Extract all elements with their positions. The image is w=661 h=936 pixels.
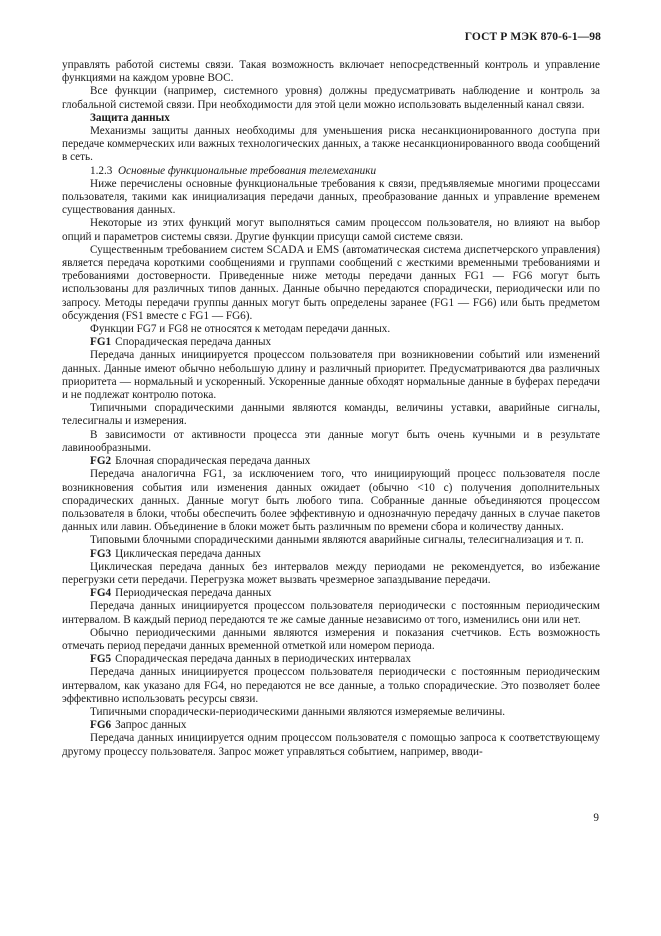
fg-code: FG2 xyxy=(90,455,112,468)
section-heading xyxy=(62,165,600,178)
paragraph: Механизмы защиты данных необходимы для уменьшения риска несанкционированного доступа при передаче коммерческих или важных технологических данных, а также несанкционированного ввода сообщений в сеть. xyxy=(62,125,600,164)
paragraph: Передача аналогична FG1, за исключением того, что инициирующий процесс пользователя после возникновения события или изменения данных ожидает (обычно <10 с) получения дополнительных спорадических данных. Данные могут быть любого типа. Собранные данные объединяются процессом пользователя в блоки, чтобы обеспечить более эффективную и однозначную передачу данных в случае пакетов данных или лавин. Объединение в блоки может быть различным по времени сбора и количеству данных. xyxy=(62,468,600,534)
fg-code: FG3 xyxy=(90,547,112,560)
section-title: Основные функциональные требования телемеханики xyxy=(117,164,377,177)
paragraph: Некоторые из этих функций могут выполняться самим процессом пользователя, но влияют на выбор опций и параметров системы связи. Другие функции присущи самой системе связи. xyxy=(62,217,600,243)
paragraph: Функции FG7 и FG8 не относятся к методам передачи данных. xyxy=(90,323,391,336)
paragraph: Передача данных инициируется процессом пользователя периодически с постоянным периодическим интервалом, как указано для FG4, но передаются не все данные, а только спорадические. Это позволяет более эффективно использовать ресурсы связи. xyxy=(62,666,600,705)
paragraph: Существенным требованием систем SCADA и EMS (автоматическая система диспетчерского управления) является передача короткими сообщениями и группами сообщений с жесткими временными требованиями и требованиями достоверности. Приведенные ниже методы передачи данных FG1 — FG6 могут быть использованы для различных типов данных. Данные обычно передаются спорадически, периодически или по запросу. Методы передачи группы данных могут быть определены заранее (FG1 — FG6) или быть предметом обсуждения (FS1 вместе с FG1 — FG6). xyxy=(62,243,600,322)
fg-code: FG4 xyxy=(90,587,112,600)
fg-heading xyxy=(62,455,600,468)
paragraph: Типичными спорадическими данными являются команды, величины уставки, аварийные сигналы, телесигналы и измерения. xyxy=(62,402,600,428)
paragraph: Типовыми блочными спорадическими данными являются аварийные сигналы, телесигнализация и т. п. xyxy=(90,534,584,547)
fg-code: FG1 xyxy=(90,336,112,349)
subheading-data-protection: Защита данных xyxy=(90,111,170,124)
fg-code: FG5 xyxy=(90,653,112,666)
fg-heading xyxy=(62,587,600,600)
fg-title: Циклическая передача данных xyxy=(115,547,261,560)
page-number: 9 xyxy=(593,812,599,824)
fg-heading xyxy=(62,719,600,732)
fg-heading xyxy=(62,336,600,349)
paragraph: Передача данных инициируется процессом пользователя при возникновении событий или изменений данных. Данные имеют обычно небольшую длину и различный приоритет. Предусматриваются два различных приоритета — нормальный и ускоренный. Ускоренные данные обходят нормальные данные в буферах передачи и не подлежат контролю потока. xyxy=(62,349,600,402)
fg-title: Спорадическая передача данных xyxy=(115,336,272,349)
paragraph: Передача данных инициируется процессом пользователя периодически с постоянным периодическим интервалом. В каждый период передаются те же самые данные независимо от того, изменились они или нет. xyxy=(62,600,600,626)
fg-title: Периодическая передача данных xyxy=(115,587,272,600)
fg-code: FG6 xyxy=(90,719,112,732)
fg-heading xyxy=(62,548,600,561)
paragraph: Типичными спорадически-периодическими данными являются измеряемые величины. xyxy=(90,705,506,718)
paragraph: В зависимости от активности процесса эти данные могут быть очень кучными и в результате лавинообразными. xyxy=(62,428,600,454)
paragraph: управлять работой системы связи. Такая возможность включает непосредственный контроль и управление функциями на каждом уровне ВОС. xyxy=(62,59,600,85)
section-number: 1.2.3 xyxy=(90,164,113,177)
fg-heading xyxy=(62,653,600,666)
fg-title: Запрос данных xyxy=(115,719,187,732)
paragraph: Все функции (например, системного уровня) должны предусматривать наблюдение и контроль за глобальной системой связи. При необходимости для этой цели можно использовать выделенный канал связи. xyxy=(62,85,600,111)
document-header: ГОСТ Р МЭК 870-6-1—98 xyxy=(464,31,601,43)
fg-title: Блочная спорадическая передача данных xyxy=(115,455,311,468)
document-body xyxy=(62,59,600,759)
paragraph: Передача данных инициируется одним процессом пользователя с помощью запроса к соответствующему другому процессу пользователя. Запрос может управляться событием, например, вводи- xyxy=(62,732,600,758)
paragraph: Обычно периодическими данными являются измерения и показания счетчиков. Есть возможность отмечать период передачи данных временной отметкой или номером периода. xyxy=(62,626,600,652)
paragraph: Ниже перечислены основные функциональные требования к связи, предъявляемые многими процессами пользователя, такими как инициализация передачи данных, преобразование данных и управление временем существования данных. xyxy=(62,177,600,217)
paragraph: Циклическая передача данных без интервалов между периодами не рекомендуется, во избежание перегрузки сети передачи. Перегрузка может вызвать чрезмерное запаздывание передачи. xyxy=(62,560,600,586)
fg-title: Спорадическая передача данных в периодических интервалах xyxy=(115,653,411,666)
